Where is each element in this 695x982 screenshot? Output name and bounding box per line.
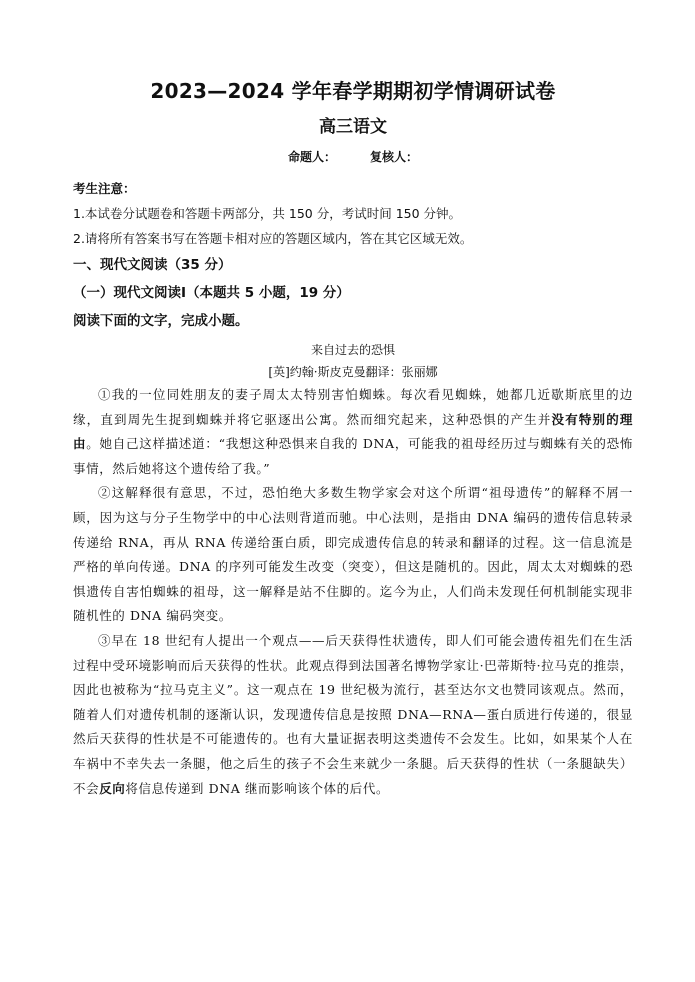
paragraph-1-emphasis: 没有特别的理由: [73, 411, 633, 452]
notice-item-2: 2.请将所有答案书写在答题卡相对应的答题区域内，答在其它区域无效。: [73, 231, 473, 246]
exam-subject: 高三语文: [319, 117, 387, 137]
exam-title: 2023—2024 学年春学期期初学情调研试卷: [150, 79, 556, 103]
notice-block: [73, 176, 633, 251]
article-paragraph-2: ②这解释很有意思，不过，恐怕绝大多数生物学家会对这个所谓“祖母遗传”的解释不屑一顾，因为这与分子生物学中的中心法则背道而驰。中心法则，是指由 DNA 编码的遗传信息转录传递给 RNA，再从 RNA 传递给蛋白质，即完成遗传信息的转录和翻译的过程。这一信息流是严格的单向传递。DNA 的序列可能发生改变（突变），但这是随机的。因此，周太太对蜘蛛的恐惧遗传自害怕蜘蛛的祖母，这一解释是站不住脚的。迄今为止，人们尚未发现任何机制能实现非随机性的 DNA 编码突变。: [73, 485, 633, 624]
article: [73, 339, 633, 801]
article-byline: [英]约翰·斯皮克曼翻译：张丽娜: [268, 365, 438, 379]
section-subheading: （一）现代文阅读Ⅰ（本题共 5 小题，19 分）: [73, 285, 350, 301]
reading-instruction: 阅读下面的文字，完成小题。: [73, 313, 249, 329]
notice-heading: 考生注意：: [73, 181, 136, 196]
paragraph-3-text-b: 将信息传递到 DNA 继而影响该个体的后代。: [125, 780, 390, 796]
article-paragraph-3: [73, 629, 633, 801]
reviewer-label: 复核人：: [370, 150, 419, 164]
makers-line: [73, 148, 633, 166]
paragraph-1-text-b: 。她自己这样描述道：“我想这种恐惧来自我的 DNA，可能我的祖母经历过与蜘蛛有关的恐怖事情，然后她将这个遗传给了我。”: [73, 436, 633, 476]
proposer-label: 命题人：: [287, 150, 336, 164]
paragraph-3-emphasis: 反向: [99, 780, 126, 796]
article-paragraph-1: [73, 383, 633, 481]
notice-item-1: 1.本试卷分试题卷和答题卡两部分，共 150 分，考试时间 150 分钟。: [73, 206, 462, 221]
paragraph-3-text-a: ③早在 18 世纪有人提出一个观点——后天获得性状遗传，即人们可能会遗传祖先们在生活过程中受环境影响而后天获得的性状。此观点得到法国著名博物学家让·巴蒂斯特·拉马克的推崇，因此也被称为“拉马克主义”。这一观点在 19 世纪极为流行，甚至达尔文也赞同该观点。然而，随着人们对遗传机制的逐渐认识，发现遗传信息是按照 DNA—RNA—蛋白质进行传递的，很显然后天获得的性状是不可能遗传的。也有大量证据表明这类遗传不会发生。比如，如果某个人在车祸中不幸失去一条腿，他之后生的孩子不会生来就少一条腿。后天获得的性状（一条腿缺失）不会: [73, 632, 633, 796]
section-heading: 一、现代文阅读（35 分）: [73, 257, 232, 273]
article-title: 来自过去的恐惧: [310, 343, 395, 357]
paragraph-1-text-a: ①我的一位同姓朋友的妻子周太太特别害怕蜘蛛。每次看见蜘蛛，她都几近歇斯底里的边缘，直到周先生捉到蜘蛛并将它驱逐出公寓。然而细究起来，这种恐惧的产生并: [73, 387, 633, 427]
